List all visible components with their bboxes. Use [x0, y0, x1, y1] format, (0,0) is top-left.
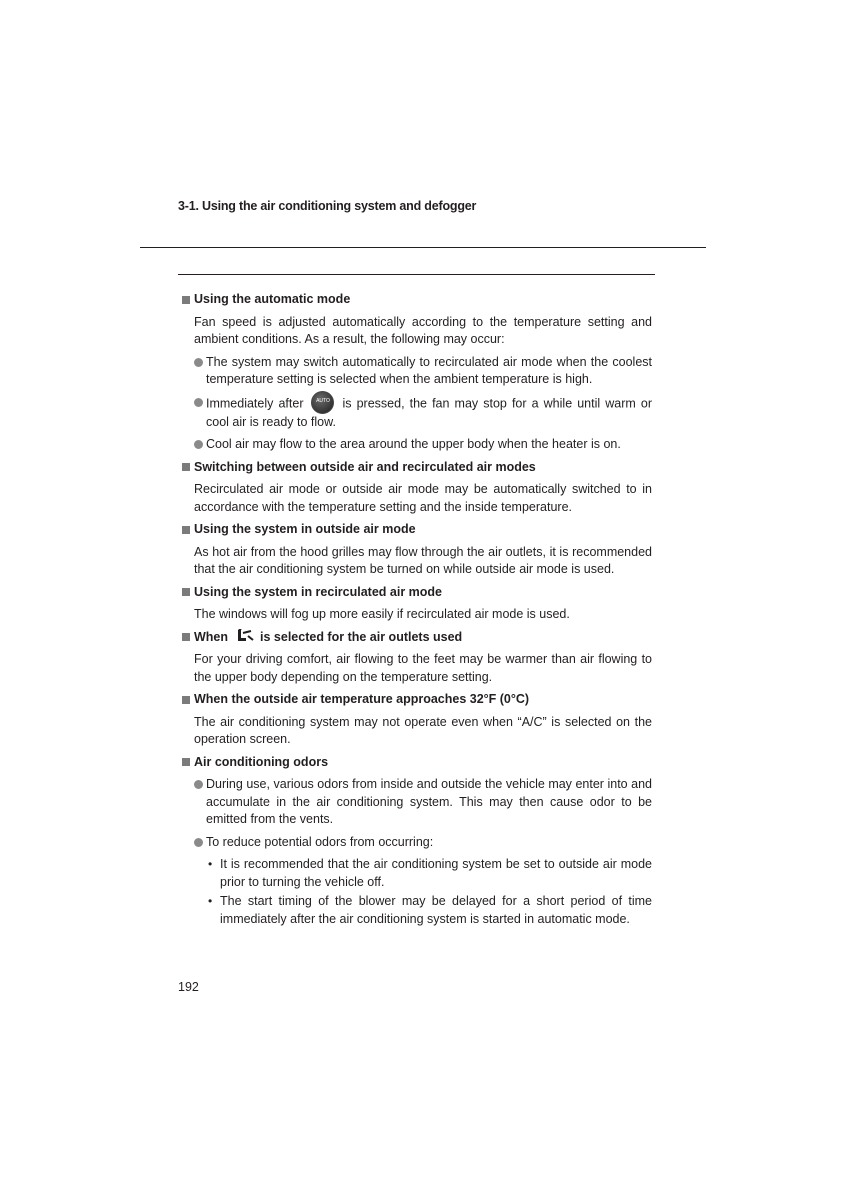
sub-bullet-marker: • [208, 857, 213, 871]
header-rule [140, 247, 706, 248]
air-outlets-text: For your driving comfort, air flowing to the feet may be warmer than air flowing to the upper body depending on the temperature setting. [194, 652, 652, 684]
round-bullet-icon [194, 838, 203, 847]
round-bullet-icon [194, 398, 203, 407]
square-bullet-icon [182, 758, 190, 766]
sub-list-item [208, 856, 652, 891]
heading-automatic-mode: Using the automatic mode [182, 291, 652, 309]
heading-outside-air: Using the system in outside air mode [182, 521, 652, 539]
square-bullet-icon [182, 526, 190, 534]
info-content [182, 291, 652, 930]
heading-temperature: When the outside air temperature approaches 32°F (0°C) [182, 691, 652, 709]
outside-air-text: As hot air from the hood grilles may flow through the air outlets, it is recommended that the air conditioning system be turned on while outside air mode is used. [194, 544, 652, 576]
square-bullet-icon [182, 296, 190, 304]
heading-switching-modes: Switching between outside air and recirculated air modes [182, 459, 652, 477]
bullet-text: The system may switch automatically to recirculated air mode when the coolest temperature setting is selected when the ambient temperature is high. [206, 354, 652, 386]
recirculated-air-text: The windows will fog up more easily if recirculated air mode is used. [194, 607, 570, 621]
square-bullet-icon [182, 588, 190, 596]
page-number: 192 [178, 980, 199, 994]
bullet-text: Cool air may flow to the area around the upper body when the heater is on. [206, 437, 621, 451]
round-bullet-icon [194, 440, 203, 449]
sub-list-item [208, 893, 652, 928]
round-bullet-icon [194, 780, 203, 789]
heading-odors: Air conditioning odors [182, 754, 652, 772]
heading-air-outlets: When is selected for the air outlets used [182, 629, 652, 647]
list-item [194, 436, 652, 454]
temperature-text: The air conditioning system may not operate even when “A/C” is selected on the operation screen. [194, 714, 652, 746]
sub-bullet-text: The start timing of the blower may be delayed for a short period of time immediately after the air conditioning system is started in automatic mode. [220, 894, 652, 926]
bullet-text: Immediately after AUTO is pressed, the fan may stop for a while until warm or cool air is ready to flow. [206, 394, 652, 432]
square-bullet-icon [182, 633, 190, 641]
square-bullet-icon [182, 696, 190, 704]
automatic-mode-intro: Fan speed is adjusted automatically according to the temperature setting and ambient conditions. As a result, the following may occur: [194, 314, 652, 346]
list-item [194, 354, 652, 389]
section-title: 3-1. Using the air conditioning system and defogger [178, 199, 477, 213]
bullet-text: During use, various odors from inside and outside the vehicle may enter into and accumulate in the air conditioning system. This may then cause odor to be emitted from the vents. [206, 777, 652, 826]
sub-bullet-marker: • [208, 894, 213, 908]
feet-upper-body-vent-icon [236, 629, 254, 643]
heading-recirculated-air: Using the system in recirculated air mode [182, 584, 652, 602]
list-item [194, 394, 652, 432]
round-bullet-icon [194, 358, 203, 367]
sub-bullet-text: It is recommended that the air conditioning system be set to outside air mode prior to turning the vehicle off. [220, 857, 652, 889]
content-rule [178, 274, 655, 275]
square-bullet-icon [182, 463, 190, 471]
auto-button-icon: AUTO [311, 391, 334, 414]
switching-modes-text: Recirculated air mode or outside air mode may be automatically switched to in accordance with the temperature setting and the inside temperature. [194, 482, 652, 514]
list-item [194, 776, 652, 829]
bullet-text: To reduce potential odors from occurring: [206, 834, 434, 849]
list-item [194, 834, 652, 852]
